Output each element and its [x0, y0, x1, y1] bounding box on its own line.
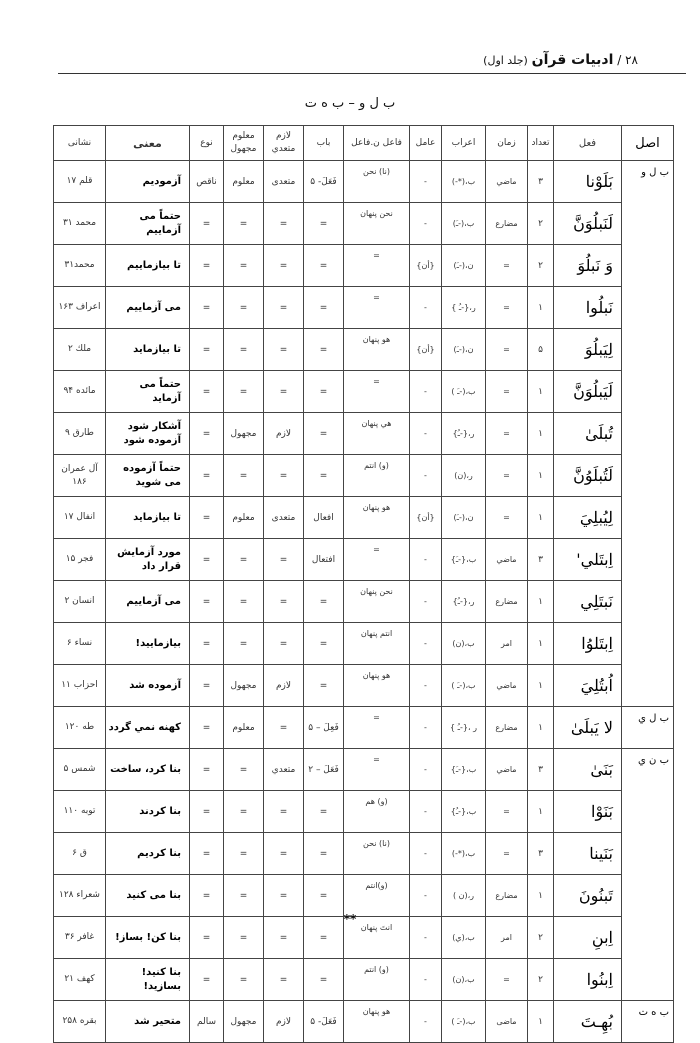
- verb-cell: بُهِـتَ: [554, 1001, 622, 1043]
- volume-label: (جلد اول): [483, 54, 528, 67]
- table-row: [54, 497, 674, 539]
- fael-cell: انتم پنهان: [344, 623, 410, 665]
- transitivity-cell: لازم: [264, 665, 304, 707]
- table-row: [54, 875, 674, 917]
- verb-cell: بَنَوْا: [554, 791, 622, 833]
- meaning-cell: بنا کن! بساز!: [106, 917, 190, 959]
- section-title: ب ل و – ب ه ت: [304, 96, 396, 111]
- page-header: [483, 52, 638, 68]
- amel-cell: -: [410, 833, 442, 875]
- verb-cell: لَنَبلُوَنَّ: [554, 203, 622, 245]
- reference-cell: ق ۶: [54, 833, 106, 875]
- reference-cell: احزاب ۱۱: [54, 665, 106, 707]
- meaning-cell: بنا می کنید: [106, 875, 190, 917]
- table-row: [54, 665, 674, 707]
- transitivity-cell: =: [264, 245, 304, 287]
- bab-cell: =: [304, 245, 344, 287]
- table-row: [54, 581, 674, 623]
- transitivity-cell: =: [264, 581, 304, 623]
- tense-cell: امر: [486, 917, 528, 959]
- reference-cell: نساء ۶: [54, 623, 106, 665]
- amel-cell: -: [410, 287, 442, 329]
- table-row: [54, 161, 674, 203]
- col-header-meaning: معنی: [106, 126, 190, 161]
- verb-cell: نَبلُوا: [554, 287, 622, 329]
- verb-cell: لَتُبلَوُنَّ: [554, 455, 622, 497]
- transitivity-cell: =: [264, 203, 304, 245]
- irab-cell: ر،(ن): [442, 455, 486, 497]
- type-cell: =: [190, 959, 224, 1001]
- type-cell: =: [190, 791, 224, 833]
- transitivity-cell: =: [264, 917, 304, 959]
- bab-cell: افعال: [304, 497, 344, 539]
- fael-cell: (نا) نحن: [344, 833, 410, 875]
- bab-cell: فَعَلَ- ۵: [304, 161, 344, 203]
- fael-cell: =: [344, 707, 410, 749]
- count-cell: ۱: [528, 791, 554, 833]
- count-cell: ۱: [528, 581, 554, 623]
- transitivity-cell: متعدي: [264, 749, 304, 791]
- type-cell: =: [190, 581, 224, 623]
- bab-cell: =: [304, 371, 344, 413]
- verb-cell: لِيَبلُوَ: [554, 329, 622, 371]
- amel-cell: -: [410, 371, 442, 413]
- col-header-verb: فعل: [554, 126, 622, 161]
- count-cell: ۲: [528, 245, 554, 287]
- table-row: [54, 623, 674, 665]
- reference-cell: کهف ۲۱: [54, 959, 106, 1001]
- verb-cell: تَبنُونَ: [554, 875, 622, 917]
- amel-cell: -: [410, 707, 442, 749]
- reference-cell: مائده ۹۴: [54, 371, 106, 413]
- header-rule: [58, 73, 686, 74]
- meaning-cell: بنا کرد، ساخت: [106, 749, 190, 791]
- table-row: [54, 287, 674, 329]
- meaning-cell: کهنه نمي گردد: [106, 707, 190, 749]
- transitivity-cell: لازم: [264, 1001, 304, 1043]
- bab-cell: =: [304, 581, 344, 623]
- col-header-ref: نشانی: [54, 126, 106, 161]
- transitivity-cell: =: [264, 707, 304, 749]
- type-cell: =: [190, 329, 224, 371]
- fael-cell: (نا) نحن: [344, 161, 410, 203]
- amel-cell: {أن}: [410, 245, 442, 287]
- table-row: [54, 203, 674, 245]
- count-cell: ۱: [528, 623, 554, 665]
- amel-cell: -: [410, 791, 442, 833]
- bab-cell: فَعِلَ – ۵: [304, 707, 344, 749]
- root-cell: ب ه ت: [622, 1001, 674, 1043]
- bab-cell: =: [304, 959, 344, 1001]
- verb-cell: اُبتُلِيَ: [554, 665, 622, 707]
- tense-cell: =: [486, 413, 528, 455]
- irab-cell: ر،{-ـُ}: [442, 581, 486, 623]
- verb-cell: وَ نَبلُوَ: [554, 245, 622, 287]
- count-cell: ۱: [528, 287, 554, 329]
- meaning-cell: مورد آزمایش قرار داد: [106, 539, 190, 581]
- meaning-cell: تا بیازماید: [106, 329, 190, 371]
- reference-cell: طه ۱۲۰: [54, 707, 106, 749]
- table-header-row: [54, 126, 674, 161]
- verb-cell: اِبنِ: [554, 917, 622, 959]
- tense-cell: مضارع: [486, 581, 528, 623]
- type-cell: =: [190, 749, 224, 791]
- meaning-cell: بنا کنید! بسازید!: [106, 959, 190, 1001]
- fael-cell: =: [344, 371, 410, 413]
- tense-cell: ماضی: [486, 1001, 528, 1043]
- root-cell: ب ل ي: [622, 707, 674, 749]
- type-cell: =: [190, 623, 224, 665]
- tense-cell: =: [486, 371, 528, 413]
- type-cell: =: [190, 917, 224, 959]
- reference-cell: محمد۳۱: [54, 245, 106, 287]
- voice-cell: =: [224, 581, 264, 623]
- irab-cell: ر ،{-ـُ }: [442, 707, 486, 749]
- table-row: [54, 329, 674, 371]
- verb-cell: اِبتَلوُا: [554, 623, 622, 665]
- irab-cell: ب،(-ـَ ): [442, 665, 486, 707]
- bab-cell: =: [304, 791, 344, 833]
- count-cell: ۲: [528, 203, 554, 245]
- col-header-lazem: لازم متعدي: [264, 126, 304, 161]
- verb-cell: تُبلَىٰ: [554, 413, 622, 455]
- type-cell: =: [190, 287, 224, 329]
- fael-cell: هو پنهان: [344, 665, 410, 707]
- col-header-amel: عامل: [410, 126, 442, 161]
- voice-cell: =: [224, 455, 264, 497]
- meaning-cell: آزموديم: [106, 161, 190, 203]
- irab-cell: ب،(*-): [442, 833, 486, 875]
- voice-cell: =: [224, 203, 264, 245]
- voice-cell: =: [224, 371, 264, 413]
- irab-cell: ر،{-ـُ }: [442, 287, 486, 329]
- amel-cell: -: [410, 455, 442, 497]
- voice-cell: معلوم: [224, 161, 264, 203]
- tense-cell: امر: [486, 623, 528, 665]
- irab-cell: ب،{-ـَ}: [442, 539, 486, 581]
- reference-cell: شعراء ۱۲۸: [54, 875, 106, 917]
- amel-cell: -: [410, 959, 442, 1001]
- col-header-count: تعداد: [528, 126, 554, 161]
- verb-cell: لَيَبلُوَنَّ: [554, 371, 622, 413]
- type-cell: =: [190, 539, 224, 581]
- transitivity-cell: =: [264, 371, 304, 413]
- transitivity-cell: =: [264, 623, 304, 665]
- fael-cell: =: [344, 287, 410, 329]
- voice-cell: مجهول: [224, 1001, 264, 1043]
- col-header-bab: باب: [304, 126, 344, 161]
- voice-cell: =: [224, 875, 264, 917]
- amel-cell: -: [410, 581, 442, 623]
- irab-cell: ب،{-ـَ}: [442, 749, 486, 791]
- type-cell: سالم: [190, 1001, 224, 1043]
- bab-cell: افتعال: [304, 539, 344, 581]
- meaning-cell: بیازمایید!: [106, 623, 190, 665]
- meaning-cell: حتماً آزموده می شوید: [106, 455, 190, 497]
- irab-cell: ن،(-ـَ): [442, 329, 486, 371]
- fael-cell: انتَ پنهان: [344, 917, 410, 959]
- irab-cell: ب،(-ـَ): [442, 203, 486, 245]
- col-header-type: نوع: [190, 126, 224, 161]
- reference-cell: ملك ۲: [54, 329, 106, 371]
- fael-cell: هو پنهان: [344, 329, 410, 371]
- voice-cell: معلوم: [224, 497, 264, 539]
- reference-cell: آل عمران ۱۸۶: [54, 455, 106, 497]
- table-row: [54, 413, 674, 455]
- bab-cell: =: [304, 665, 344, 707]
- table-row: [54, 749, 674, 791]
- verb-cell: بَنَىٰ: [554, 749, 622, 791]
- irab-cell: ر،(ن ): [442, 875, 486, 917]
- amel-cell: -: [410, 665, 442, 707]
- verb-cell: لا يَبلَىٰ: [554, 707, 622, 749]
- amel-cell: -: [410, 1001, 442, 1043]
- fael-cell: =: [344, 539, 410, 581]
- tense-cell: مضارع: [486, 203, 528, 245]
- bab-cell: فَعَلَ – ۲: [304, 749, 344, 791]
- fael-cell: (و) انتم: [344, 455, 410, 497]
- verb-analysis-table: [53, 125, 674, 1043]
- table-row: [54, 707, 674, 749]
- reference-cell: قلم ۱۷: [54, 161, 106, 203]
- tense-cell: =: [486, 245, 528, 287]
- bab-cell: =: [304, 455, 344, 497]
- book-title: ادبیات قرآن: [531, 52, 614, 68]
- type-cell: ناقص: [190, 161, 224, 203]
- tense-cell: =: [486, 329, 528, 371]
- fael-cell: (و)انتم: [344, 875, 410, 917]
- type-cell: =: [190, 875, 224, 917]
- fael-cell: (و) انتم: [344, 959, 410, 1001]
- count-cell: ۵: [528, 329, 554, 371]
- table-row: [54, 959, 674, 1001]
- type-cell: =: [190, 203, 224, 245]
- voice-cell: =: [224, 833, 264, 875]
- reference-cell: اعراف ۱۶۳: [54, 287, 106, 329]
- reference-cell: انفال ۱۷: [54, 497, 106, 539]
- count-cell: ۱: [528, 497, 554, 539]
- fael-cell: نحن پنهان: [344, 581, 410, 623]
- transitivity-cell: =: [264, 875, 304, 917]
- col-header-tense: زمان: [486, 126, 528, 161]
- irab-cell: ب،{-ـُ}: [442, 791, 486, 833]
- verb-cell: لِيُبلِيَ: [554, 497, 622, 539]
- type-cell: =: [190, 833, 224, 875]
- verb-cell: بَنَينا: [554, 833, 622, 875]
- bab-cell: =: [304, 329, 344, 371]
- count-cell: ۲: [528, 959, 554, 1001]
- count-cell: ۳: [528, 161, 554, 203]
- table-row: [54, 1001, 674, 1043]
- footer-mark: **: [343, 912, 357, 926]
- count-cell: ۳: [528, 833, 554, 875]
- fael-cell: هو پنهان: [344, 497, 410, 539]
- col-header-root: اصل: [622, 126, 674, 161]
- reference-cell: محمد ۳۱: [54, 203, 106, 245]
- amel-cell: -: [410, 917, 442, 959]
- type-cell: =: [190, 245, 224, 287]
- meaning-cell: حتماً می آزماییم: [106, 203, 190, 245]
- root-cell: ب ن ي: [622, 749, 674, 1001]
- amel-cell: -: [410, 749, 442, 791]
- type-cell: =: [190, 497, 224, 539]
- irab-cell: ن،(-ـَ): [442, 245, 486, 287]
- tense-cell: =: [486, 497, 528, 539]
- irab-cell: ب،(-ـَ ): [442, 1001, 486, 1043]
- transitivity-cell: =: [264, 791, 304, 833]
- verb-cell: اِبنُوا: [554, 959, 622, 1001]
- transitivity-cell: متعدی: [264, 497, 304, 539]
- irab-cell: ب،(ي): [442, 917, 486, 959]
- page-number: ۲۸ /: [617, 53, 638, 67]
- irab-cell: ر،{-ـُ}: [442, 413, 486, 455]
- bab-cell: =: [304, 203, 344, 245]
- count-cell: ۳: [528, 539, 554, 581]
- reference-cell: انسان ۲: [54, 581, 106, 623]
- fael-cell: هو پنهان: [344, 1001, 410, 1043]
- count-cell: ۱: [528, 413, 554, 455]
- irab-cell: ب،(ن): [442, 623, 486, 665]
- amel-cell: -: [410, 161, 442, 203]
- verb-cell: بَلَوْنا: [554, 161, 622, 203]
- type-cell: =: [190, 371, 224, 413]
- count-cell: ۱: [528, 1001, 554, 1043]
- voice-cell: =: [224, 959, 264, 1001]
- meaning-cell: بنا کردیم: [106, 833, 190, 875]
- table-row: [54, 455, 674, 497]
- meaning-cell: می آزماییم: [106, 581, 190, 623]
- count-cell: ۱: [528, 665, 554, 707]
- table-row: [54, 245, 674, 287]
- type-cell: =: [190, 665, 224, 707]
- bab-cell: =: [304, 623, 344, 665]
- count-cell: ۱: [528, 875, 554, 917]
- fael-cell: (و) هم: [344, 791, 410, 833]
- voice-cell: =: [224, 329, 264, 371]
- irab-cell: ن،(-ـَ): [442, 497, 486, 539]
- tense-cell: =: [486, 455, 528, 497]
- fael-cell: هي پنهان: [344, 413, 410, 455]
- amel-cell: -: [410, 539, 442, 581]
- voice-cell: =: [224, 245, 264, 287]
- tense-cell: مضارع: [486, 707, 528, 749]
- table-row: [54, 791, 674, 833]
- amel-cell: {أن}: [410, 497, 442, 539]
- meaning-cell: حتماً می آزماید: [106, 371, 190, 413]
- voice-cell: معلوم: [224, 707, 264, 749]
- transitivity-cell: =: [264, 287, 304, 329]
- col-header-malum: معلوم مجهول: [224, 126, 264, 161]
- tense-cell: =: [486, 959, 528, 1001]
- count-cell: ۱: [528, 371, 554, 413]
- bab-cell: =: [304, 833, 344, 875]
- tense-cell: =: [486, 833, 528, 875]
- transitivity-cell: =: [264, 329, 304, 371]
- reference-cell: طارق ۹: [54, 413, 106, 455]
- meaning-cell: متحیر شد: [106, 1001, 190, 1043]
- reference-cell: بقره ۲۵۸: [54, 1001, 106, 1043]
- amel-cell: -: [410, 623, 442, 665]
- voice-cell: مجهول: [224, 413, 264, 455]
- voice-cell: =: [224, 539, 264, 581]
- bab-cell: =: [304, 917, 344, 959]
- tense-cell: =: [486, 791, 528, 833]
- count-cell: ۳: [528, 749, 554, 791]
- reference-cell: شمس ۵: [54, 749, 106, 791]
- meaning-cell: آشکار شود آزموده شود: [106, 413, 190, 455]
- amel-cell: -: [410, 875, 442, 917]
- voice-cell: مجهول: [224, 665, 264, 707]
- table-row: [54, 539, 674, 581]
- voice-cell: =: [224, 287, 264, 329]
- irab-cell: ب،(-ـَ ): [442, 371, 486, 413]
- irab-cell: ب،(ن): [442, 959, 486, 1001]
- amel-cell: -: [410, 413, 442, 455]
- bab-cell: =: [304, 287, 344, 329]
- reference-cell: غافر ۳۶: [54, 917, 106, 959]
- fael-cell: =: [344, 245, 410, 287]
- transitivity-cell: متعدی: [264, 161, 304, 203]
- verb-cell: نَبتَلِي: [554, 581, 622, 623]
- reference-cell: توبه ۱۱۰: [54, 791, 106, 833]
- bab-cell: =: [304, 413, 344, 455]
- transitivity-cell: =: [264, 455, 304, 497]
- type-cell: =: [190, 455, 224, 497]
- amel-cell: {أن}: [410, 329, 442, 371]
- irab-cell: ب،(*-): [442, 161, 486, 203]
- count-cell: ۲: [528, 917, 554, 959]
- type-cell: =: [190, 413, 224, 455]
- table-row: [54, 833, 674, 875]
- fael-cell: نحن پنهان: [344, 203, 410, 245]
- meaning-cell: می آزماییم: [106, 287, 190, 329]
- type-cell: =: [190, 707, 224, 749]
- tense-cell: =: [486, 287, 528, 329]
- meaning-cell: تا بیازماید: [106, 497, 190, 539]
- tense-cell: ماضي: [486, 161, 528, 203]
- transitivity-cell: لازم: [264, 413, 304, 455]
- meaning-cell: تا بیازماییم: [106, 245, 190, 287]
- table-row: [54, 371, 674, 413]
- count-cell: ۱: [528, 707, 554, 749]
- fael-cell: =: [344, 749, 410, 791]
- col-header-fael: فاعل ن.فاعل: [344, 126, 410, 161]
- transitivity-cell: =: [264, 959, 304, 1001]
- transitivity-cell: =: [264, 539, 304, 581]
- bab-cell: =: [304, 875, 344, 917]
- reference-cell: فجر ۱۵: [54, 539, 106, 581]
- voice-cell: =: [224, 917, 264, 959]
- tense-cell: ماضي: [486, 539, 528, 581]
- tense-cell: مضارع: [486, 875, 528, 917]
- col-header-irab: اعراب: [442, 126, 486, 161]
- voice-cell: =: [224, 623, 264, 665]
- voice-cell: =: [224, 749, 264, 791]
- meaning-cell: آزموده شد: [106, 665, 190, 707]
- tense-cell: ماضي: [486, 665, 528, 707]
- transitivity-cell: =: [264, 833, 304, 875]
- verb-cell: اِبتَلي': [554, 539, 622, 581]
- bab-cell: فَعَلَ- ۵: [304, 1001, 344, 1043]
- count-cell: ۱: [528, 455, 554, 497]
- voice-cell: =: [224, 791, 264, 833]
- tense-cell: ماضي: [486, 749, 528, 791]
- meaning-cell: بنا کردند: [106, 791, 190, 833]
- root-cell: ب ل و: [622, 161, 674, 707]
- amel-cell: -: [410, 203, 442, 245]
